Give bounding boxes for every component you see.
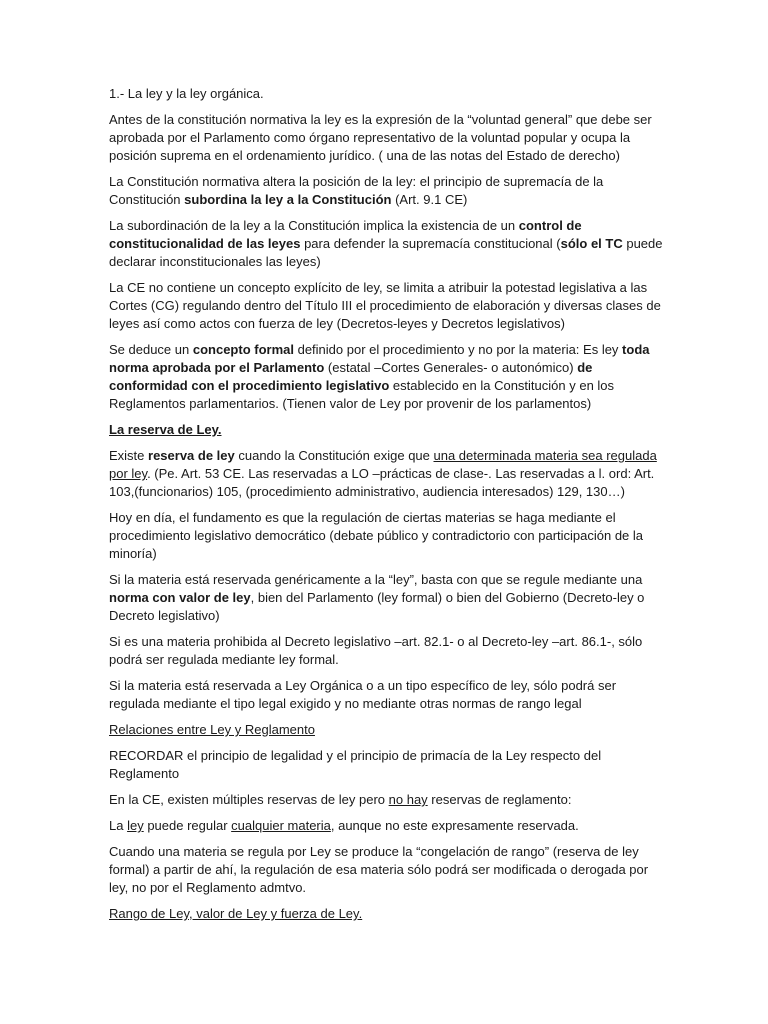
text-run: Existe: [109, 448, 149, 463]
text-run: concepto formal: [192, 342, 294, 357]
paragraph: [109, 111, 668, 165]
text-run: establecido en la Constitución y en los Reglamentos parlamentarios. (Tienen valor de Ley por provenir de los parlamentos): [109, 378, 615, 411]
text-run: La CE no contiene un concepto explícito de ley, se limita a atribuir la potestad legislativa a las Cortes (CG) regulando dentro del Título III el procedimiento de elaboración y diversas clases de leyes así como actos con fuerza de ley (Decretos-leyes y Decretos legislativos): [109, 280, 661, 331]
text-run: Si la materia está reservada a Ley Orgánica o a un tipo específico de ley, sólo podrá ser regulada mediante el tipo legal exigido y no mediante otras normas de rango legal: [109, 678, 617, 711]
text-run: reserva de ley: [148, 448, 235, 463]
text-run: (Art. 9.1 CE): [391, 192, 468, 207]
paragraph: [109, 509, 668, 563]
text-run: no hay: [388, 792, 428, 807]
text-run: puede declarar inconstitucionales las leyes): [109, 236, 663, 269]
text-run: cualquier materia: [231, 818, 331, 833]
paragraph: [109, 747, 668, 783]
text-run: , aunque no este expresamente reservada.: [330, 818, 579, 833]
paragraph: [109, 905, 668, 923]
text-run: . (Pe. Art. 53 CE. Las reservadas a LO –prácticas de clase-. Las reservadas a l. ord: Art. 103,(funcionarios) 105, (procedimiento administrativo, audiencia interesados) 129, 130…): [109, 466, 655, 499]
text-run: 1.- La ley y la ley orgánica.: [109, 86, 264, 101]
paragraph: [109, 677, 668, 713]
paragraph: [109, 421, 668, 439]
paragraph: [109, 173, 668, 209]
paragraph: [109, 721, 668, 739]
text-run: definido por el procedimiento y no por la materia: Es ley: [293, 342, 623, 357]
paragraph: [109, 817, 668, 835]
text-run: La: [109, 818, 128, 833]
text-run: sólo el TC: [560, 236, 623, 251]
paragraph: [109, 843, 668, 897]
text-run: Si es una materia prohibida al Decreto legislativo –art. 82.1- o al Decreto-ley –art. 86.1-, sólo podrá ser regulada mediante ley formal.: [109, 634, 643, 667]
text-run: control de constitucionalidad de las leyes: [109, 218, 582, 251]
text-run: norma con valor de ley: [109, 590, 251, 605]
paragraph: [109, 633, 668, 669]
text-run: de conformidad con el procedimiento legislativo: [109, 360, 593, 393]
text-run: La reserva de Ley.: [109, 422, 222, 437]
text-run: toda norma aprobada por el Parlamento: [109, 342, 650, 375]
text-run: una determinada materia sea regulada por ley: [109, 448, 657, 481]
paragraph: [109, 447, 668, 501]
text-run: puede regular: [143, 818, 232, 833]
text-run: reservas de reglamento:: [427, 792, 572, 807]
paragraph: [109, 217, 668, 271]
text-run: ley: [127, 818, 144, 833]
text-run: Relaciones entre Ley y Reglamento: [109, 722, 315, 737]
paragraph: [109, 341, 668, 413]
text-run: Se deduce un: [109, 342, 193, 357]
document-body: [109, 85, 668, 923]
paragraph: [109, 279, 668, 333]
paragraph: [109, 791, 668, 809]
text-run: Hoy en día, el fundamento es que la regulación de ciertas materias se haga mediante el procedimiento legislativo democrático (debate público y contradictorio con participación de la minoría): [109, 510, 644, 561]
text-run: , bien del Parlamento (ley formal) o bien del Gobierno (Decreto-ley o Decreto legislativo): [109, 590, 645, 623]
text-run: La Constitución normativa altera la posición de la ley: el principio de supremacía de la Constitución: [109, 174, 604, 207]
text-run: Si la materia está reservada genéricamente a la “ley”, basta con que se regule mediante una: [109, 572, 643, 587]
text-run: (estatal –Cortes Generales- o autonómico): [324, 360, 578, 375]
paragraph: [109, 85, 668, 103]
text-run: RECORDAR el principio de legalidad y el principio de primacía de la Ley respecto del Reglamento: [109, 748, 602, 781]
text-run: La subordinación de la ley a la Constitución implica la existencia de un: [109, 218, 519, 233]
text-run: subordina la ley a la Constitución: [184, 192, 392, 207]
text-run: para defender la supremacía constitucional (: [300, 236, 561, 251]
text-run: cuando la Constitución exige que: [234, 448, 434, 463]
paragraph: [109, 571, 668, 625]
text-run: Rango de Ley, valor de Ley y fuerza de Ley.: [109, 906, 363, 921]
text-run: Antes de la constitución normativa la ley es la expresión de la “voluntad general” que debe ser aprobada por el Parlamento como órgano representativo de la voluntad popular y ocupa la posición suprema en el ordenamiento jurídico. ( una de las notas del Estado de derecho): [109, 112, 652, 163]
text-run: En la CE, existen múltiples reservas de ley pero: [109, 792, 389, 807]
text-run: Cuando una materia se regula por Ley se produce la “congelación de rango” (reserva de ley formal) a partir de ahí, la regulación de esa materia sólo podrá ser modificada o derogada por ley, no por el Reglamento admtvo.: [109, 844, 649, 895]
